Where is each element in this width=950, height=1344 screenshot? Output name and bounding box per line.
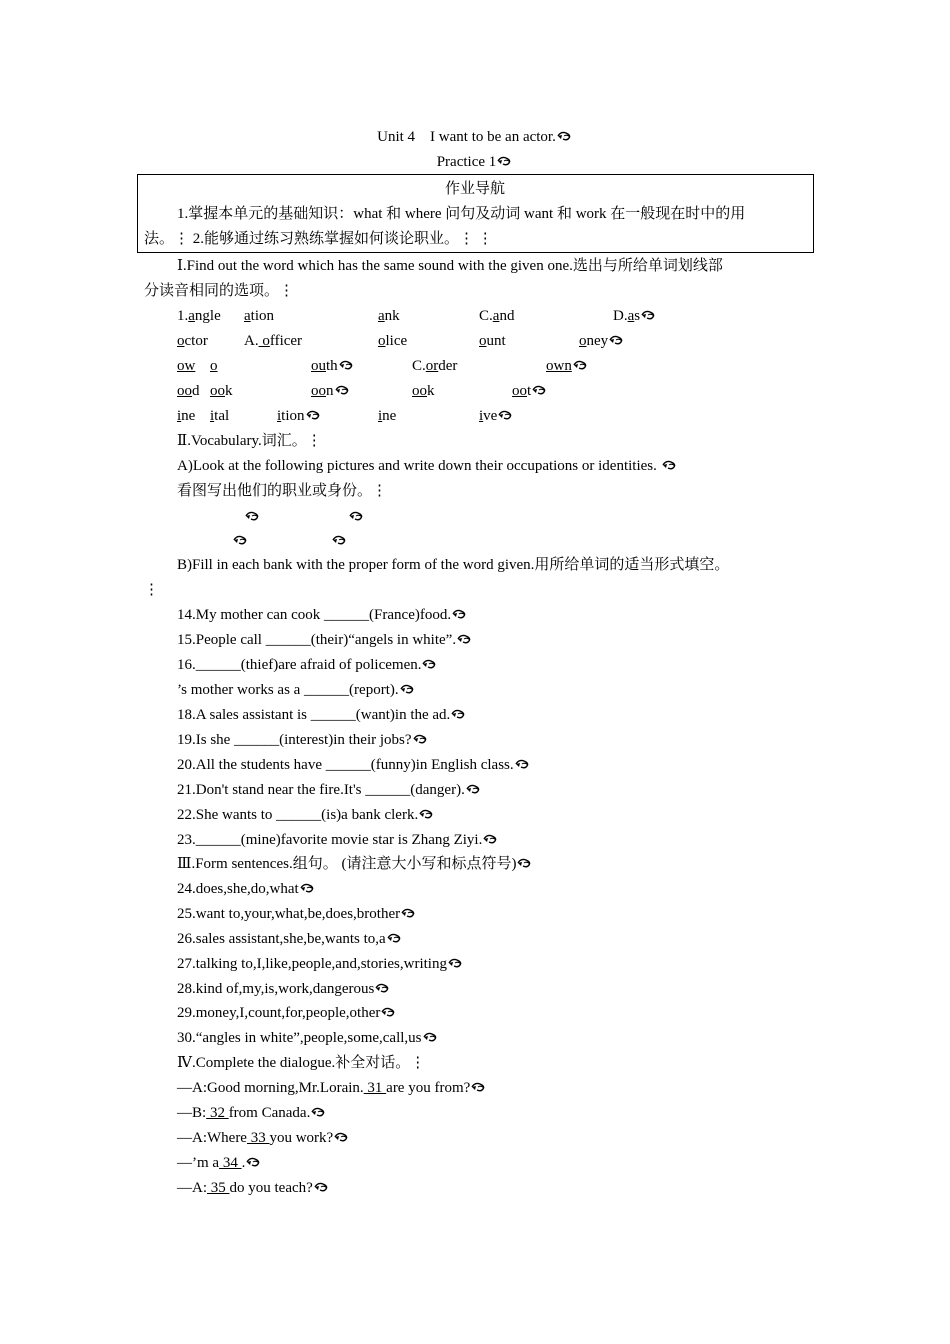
phonetic-cell: ood <box>177 383 200 399</box>
return-mark-icon <box>448 957 464 969</box>
guide-heading: 作业导航 <box>444 181 505 197</box>
return-mark-icon <box>662 459 678 471</box>
phonetic-cell: A. officer <box>244 333 303 349</box>
return-mark-icon <box>422 658 438 670</box>
phonetic-cell: olice <box>378 333 408 349</box>
return-mark-icon <box>339 359 355 371</box>
phonetic-cell: C.order <box>412 358 458 374</box>
return-mark-icon <box>498 409 514 421</box>
return-mark-icon <box>381 1006 397 1018</box>
phonetic-cell: ine <box>177 408 196 424</box>
phonetic-cell: ook <box>210 383 233 399</box>
section1-heading-cont: 分读音相同的选项。⋮ <box>144 283 295 299</box>
phonetic-cell: ank <box>378 308 400 324</box>
return-mark-icon <box>641 309 657 321</box>
section2-b-instruction: B)Fill in each bank with the proper form of the word given.用所给单词的适当形式填空。 <box>177 557 730 573</box>
phonetic-cell: 1.angle <box>177 308 221 324</box>
return-mark-icon <box>451 708 467 720</box>
sentence-item: 26.sales assistant,she,be,wants to,a <box>177 929 403 949</box>
return-mark-icon <box>401 907 417 919</box>
return-mark-icon <box>497 155 513 167</box>
return-mark-icon <box>419 808 435 820</box>
sentence-item: 29.money,I,count,for,people,other <box>177 1003 397 1023</box>
section3-heading: Ⅲ.Form sentences.组句。 (请注意大小写和标点符号) <box>177 854 533 874</box>
fill-item: 23.______(mine)favorite movie star is Zhang Ziyi. <box>177 830 499 850</box>
return-mark-icon <box>466 783 482 795</box>
dialogue-line: —B: 32 from Canada. <box>177 1103 327 1123</box>
phonetic-cell: ook <box>412 383 435 399</box>
return-mark-icon <box>348 507 365 527</box>
return-mark-icon <box>300 882 316 894</box>
phonetic-cell: ow <box>177 358 196 374</box>
dialogue-line: —A:Where 33 you work? <box>177 1128 350 1148</box>
sentence-item: 27.talking to,I,like,people,and,stories,writing <box>177 954 464 974</box>
return-mark-icon <box>471 1081 487 1093</box>
section1-heading: Ⅰ.Find out the word which has the same sound with the given one.选出与所给单词划线部 <box>177 258 723 274</box>
return-mark-icon <box>517 857 533 869</box>
return-mark-icon <box>335 384 351 396</box>
page-title: Unit 4 I want to be an actor. <box>0 127 950 147</box>
section2-b-instruction-cont: ⋮ <box>144 582 159 598</box>
guide-line-2: 法。⋮ 2.能够通过练习熟练掌握如何谈论职业。⋮ ⋮ <box>144 231 493 247</box>
fill-item: 18.A sales assistant is ______(want)in the ad. <box>177 705 467 725</box>
return-mark-icon <box>244 507 261 527</box>
return-mark-icon <box>457 633 473 645</box>
return-mark-icon <box>331 531 348 551</box>
sentence-item: 25.want to,your,what,be,does,brother <box>177 904 417 924</box>
section2-heading: Ⅱ.Vocabulary.词汇。⋮ <box>177 433 322 449</box>
return-mark-icon <box>515 758 531 770</box>
return-mark-icon <box>246 1156 262 1168</box>
return-mark-icon <box>423 1031 439 1043</box>
guide-line-1: 1.掌握本单元的基础知识：what 和 where 问句及动词 want 和 work 在一般现在时中的用 <box>177 206 746 222</box>
fill-item: 14.My mother can cook ______(France)food. <box>177 605 468 625</box>
return-mark-icon <box>483 833 499 845</box>
return-mark-icon <box>400 683 416 695</box>
return-mark-icon <box>232 531 249 551</box>
phonetic-cell: ine <box>378 408 397 424</box>
phonetic-cell: o <box>210 358 218 374</box>
phonetic-cell: ount <box>479 333 506 349</box>
sentence-item: 30.“angles in white”,people,some,call,us <box>177 1028 439 1048</box>
fill-item: 21.Don't stand near the fire.It's ______(danger). <box>177 780 482 800</box>
phonetic-cell: oney <box>579 331 625 351</box>
fill-item: 15.People call ______(their)“angels in white”. <box>177 630 473 650</box>
fill-item: 20.All the students have ______(funny)in English class. <box>177 755 531 775</box>
fill-item: 19.Is she ______(interest)in their jobs? <box>177 730 429 750</box>
return-mark-icon <box>573 359 589 371</box>
return-mark-icon <box>334 1131 350 1143</box>
fill-item: 22.She wants to ______(is)a bank clerk. <box>177 805 435 825</box>
return-mark-icon <box>609 334 625 346</box>
dialogue-line: —A:Good morning,Mr.Lorain. 31 are you from? <box>177 1078 487 1098</box>
return-mark-icon <box>306 409 322 421</box>
phonetic-cell: octor <box>177 333 208 349</box>
return-mark-icon <box>557 130 573 142</box>
sentence-item: 24.does,she,do,what <box>177 879 316 899</box>
sentence-item: 28.kind of,my,is,work,dangerous <box>177 979 391 999</box>
phonetic-cell: oon <box>311 381 351 401</box>
phonetic-cell: D.as <box>613 306 657 326</box>
dialogue-line: —A: 35 do you teach? <box>177 1178 330 1198</box>
phonetic-cell: ive <box>479 406 514 426</box>
return-mark-icon <box>387 932 403 944</box>
return-mark-icon <box>311 1106 327 1118</box>
page-subtitle: Practice 1 <box>0 152 950 172</box>
fill-item: ’s mother works as a ______(report). <box>177 680 416 700</box>
phonetic-cell: C.and <box>479 308 515 324</box>
phonetic-cell: outh <box>311 356 355 376</box>
phonetic-cell: own <box>546 356 589 376</box>
return-mark-icon <box>314 1181 330 1193</box>
return-mark-icon <box>413 733 429 745</box>
phonetic-cell: ation <box>244 308 275 324</box>
return-mark-icon <box>375 982 391 994</box>
return-mark-icon <box>532 384 548 396</box>
phonetic-cell: oot <box>512 381 548 401</box>
phonetic-cell: ital <box>210 408 230 424</box>
section2-a-instruction-cn: 看图写出他们的职业或身份。⋮ <box>177 483 388 499</box>
return-mark-icon <box>452 608 468 620</box>
section2-a-instruction: A)Look at the following pictures and write down their occupations or identities. <box>177 456 678 476</box>
section4-heading: Ⅳ.Complete the dialogue.补全对话。⋮ <box>177 1055 426 1071</box>
dialogue-line: —’m a 34 . <box>177 1153 262 1173</box>
phonetic-cell: ition <box>277 406 322 426</box>
fill-item: 16.______(thief)are afraid of policemen. <box>177 655 438 675</box>
